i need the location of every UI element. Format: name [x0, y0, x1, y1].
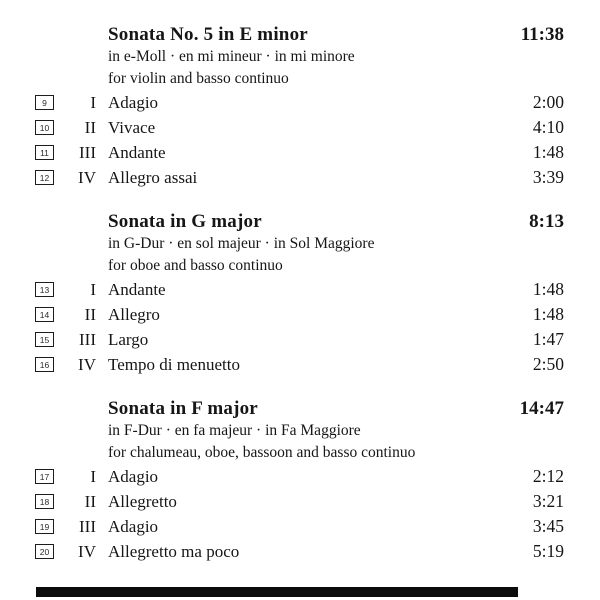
track-number-box: 10	[35, 120, 54, 135]
sonata-section	[0, 398, 600, 564]
section-instrumentation: for violin and basso continuo	[108, 70, 289, 87]
track-duration: 1:47	[532, 329, 564, 349]
track-row	[0, 327, 600, 352]
track-number-box: 19	[35, 519, 54, 534]
movement-numeral: III	[79, 329, 96, 349]
sonata-section	[0, 24, 600, 190]
section-key-line: in e-Moll · en mi mineur · in mi minore	[108, 48, 355, 65]
track-title: Adagio	[108, 516, 159, 536]
sonata-section	[0, 211, 600, 377]
movement-numeral: I	[90, 466, 96, 486]
track-title: Vivace	[108, 117, 156, 137]
track-duration: 4:10	[532, 117, 564, 137]
track-number-box: 15	[35, 332, 54, 347]
movement-numeral: III	[79, 142, 96, 162]
track-row	[0, 140, 600, 165]
track-row	[0, 464, 600, 489]
section-duration: 14:47	[519, 398, 564, 419]
movement-numeral: III	[79, 516, 96, 536]
track-row	[0, 352, 600, 377]
track-duration: 3:21	[532, 491, 564, 511]
track-title: Tempo di menuetto	[108, 354, 240, 374]
movement-numeral: IV	[78, 354, 96, 374]
track-duration: 2:50	[532, 354, 564, 374]
track-row	[0, 489, 600, 514]
movement-numeral: IV	[78, 167, 96, 187]
movement-numeral: II	[84, 117, 96, 137]
track-title: Allegro assai	[108, 167, 198, 187]
movement-numeral: I	[90, 92, 96, 112]
track-row	[0, 302, 600, 327]
track-row	[0, 115, 600, 140]
track-number-box: 17	[35, 469, 54, 484]
track-title: Allegro	[108, 304, 160, 324]
track-duration: 1:48	[532, 279, 564, 299]
scan-edge-bar	[36, 587, 518, 597]
section-key-line: in F-Dur · en fa majeur · in Fa Maggiore	[108, 422, 361, 439]
section-instrumentation: for chalumeau, oboe, bassoon and basso continuo	[108, 444, 416, 461]
section-header	[0, 211, 600, 233]
track-number-box: 16	[35, 357, 54, 372]
track-duration: 5:19	[532, 541, 564, 561]
section-title: Sonata in G major	[108, 211, 262, 232]
track-row	[0, 514, 600, 539]
track-title: Andante	[108, 142, 166, 162]
track-title: Andante	[108, 279, 166, 299]
track-duration: 2:00	[532, 92, 564, 112]
section-header	[0, 398, 600, 420]
movement-numeral: II	[84, 304, 96, 324]
track-number-box: 11	[35, 145, 54, 160]
track-duration: 3:39	[532, 167, 564, 187]
section-header	[0, 24, 600, 46]
track-number-box: 20	[35, 544, 54, 559]
track-row	[0, 90, 600, 115]
section-key-line: in G-Dur · en sol majeur · in Sol Maggiore	[108, 235, 375, 252]
track-title: Adagio	[108, 92, 159, 112]
track-duration: 1:48	[532, 142, 564, 162]
track-row	[0, 165, 600, 190]
track-title: Allegretto ma poco	[108, 541, 240, 561]
section-instrumentation: for oboe and basso continuo	[108, 257, 283, 274]
track-title: Largo	[108, 329, 149, 349]
movement-numeral: I	[90, 279, 96, 299]
track-row	[0, 277, 600, 302]
track-number-box: 12	[35, 170, 54, 185]
track-duration: 1:48	[532, 304, 564, 324]
tracklist	[0, 24, 600, 585]
track-number-box: 9	[35, 95, 54, 110]
section-title: Sonata in F major	[108, 398, 258, 419]
movement-numeral: IV	[78, 541, 96, 561]
track-number-box: 18	[35, 494, 54, 509]
track-duration: 2:12	[532, 466, 564, 486]
movement-numeral: II	[84, 491, 96, 511]
track-number-box: 13	[35, 282, 54, 297]
section-duration: 8:13	[529, 211, 564, 232]
section-title: Sonata No. 5 in E minor	[108, 24, 308, 45]
track-title: Allegretto	[108, 491, 177, 511]
track-number-box: 14	[35, 307, 54, 322]
track-duration: 3:45	[532, 516, 564, 536]
track-row	[0, 539, 600, 564]
section-duration: 11:38	[520, 24, 564, 45]
track-title: Adagio	[108, 466, 159, 486]
